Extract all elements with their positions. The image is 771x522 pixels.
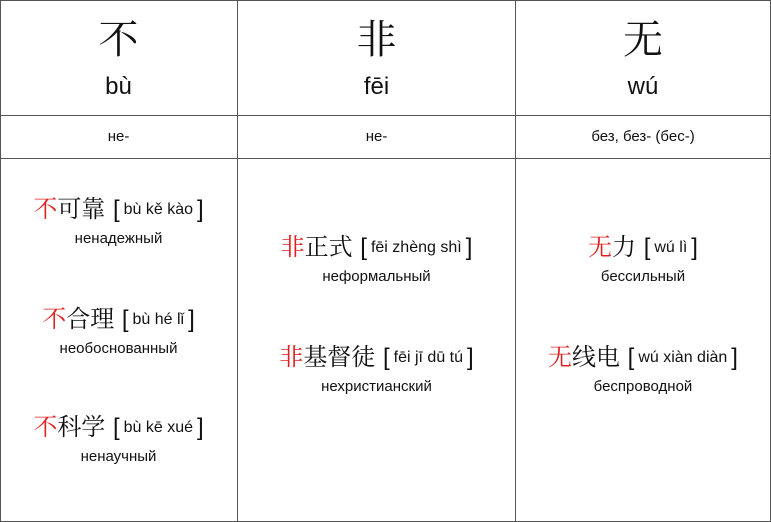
word-pinyin: bù hé lǐ bbox=[132, 311, 185, 328]
prefix-highlight: 不 bbox=[42, 305, 67, 333]
prefix-meaning: не- bbox=[107, 128, 130, 145]
word-pinyin: fēi zhèng shì bbox=[370, 239, 462, 256]
prefix-highlight: 不 bbox=[33, 195, 58, 223]
word-rest: 力 bbox=[612, 233, 637, 261]
word-translation: неформальный bbox=[322, 268, 431, 285]
word-translation: необоснованный bbox=[59, 340, 178, 357]
word-rest: 基督徒 bbox=[303, 343, 376, 371]
header-character: 无 bbox=[623, 17, 663, 63]
column-wu bbox=[516, 0, 770, 522]
prefix-highlight: 无 bbox=[588, 233, 613, 261]
word-rest: 科学 bbox=[57, 413, 106, 441]
word-pinyin: wú lì bbox=[654, 239, 688, 256]
header-character: 非 bbox=[356, 17, 397, 63]
example-word: 无力 [ wú lì ] бессильный bbox=[516, 232, 770, 287]
word-translation: ненаучный bbox=[80, 448, 157, 465]
prefix-highlight: 无 bbox=[548, 343, 573, 371]
header-pinyin: fēi bbox=[363, 73, 390, 100]
word-translation: нехристианский bbox=[321, 378, 432, 395]
example-word: 非基督徒 [ fēi jī dū tú ] нехристианский bbox=[238, 342, 515, 397]
word-translation: ненадежный bbox=[74, 230, 163, 247]
word-rest: 线电 bbox=[572, 343, 621, 371]
word-pinyin: fēi jī dū tú bbox=[393, 349, 463, 366]
word-pinyin: bù kē xué bbox=[123, 419, 194, 436]
header-character: 不 bbox=[98, 17, 139, 63]
prefix-highlight: 非 bbox=[280, 233, 305, 261]
column-bu bbox=[0, 0, 237, 522]
word-rest: 可靠 bbox=[57, 195, 106, 223]
prefix-highlight: 非 bbox=[279, 343, 304, 371]
header-pinyin: wú bbox=[627, 73, 659, 100]
word-translation: бессильный bbox=[600, 268, 686, 285]
example-word: 不合理 [ bù hé lǐ ] необоснованный bbox=[0, 304, 237, 359]
word-pinyin: bù kě kào bbox=[123, 201, 194, 218]
prefix-meaning: не- bbox=[365, 128, 388, 145]
word-rest: 正式 bbox=[304, 233, 353, 261]
example-word: 无线电 [ wú xiàn diàn ] беспроводной bbox=[516, 342, 770, 397]
header-pinyin: bù bbox=[105, 73, 132, 100]
word-translation: беспроводной bbox=[593, 378, 693, 395]
example-word: 不可靠 [ bù kě kào ] ненадежный bbox=[0, 194, 237, 249]
word-rest: 合理 bbox=[66, 305, 115, 333]
column-fei bbox=[238, 0, 515, 522]
example-word: 非正式 [ fēi zhèng shì ] неформальный bbox=[238, 232, 515, 287]
prefix-highlight: 不 bbox=[33, 413, 58, 441]
word-pinyin: wú xiàn diàn bbox=[638, 349, 728, 366]
example-word: 不科学 [ bù kē xué ] ненаучный bbox=[0, 412, 237, 467]
prefix-meaning: без, без- (бес-) bbox=[591, 128, 695, 145]
